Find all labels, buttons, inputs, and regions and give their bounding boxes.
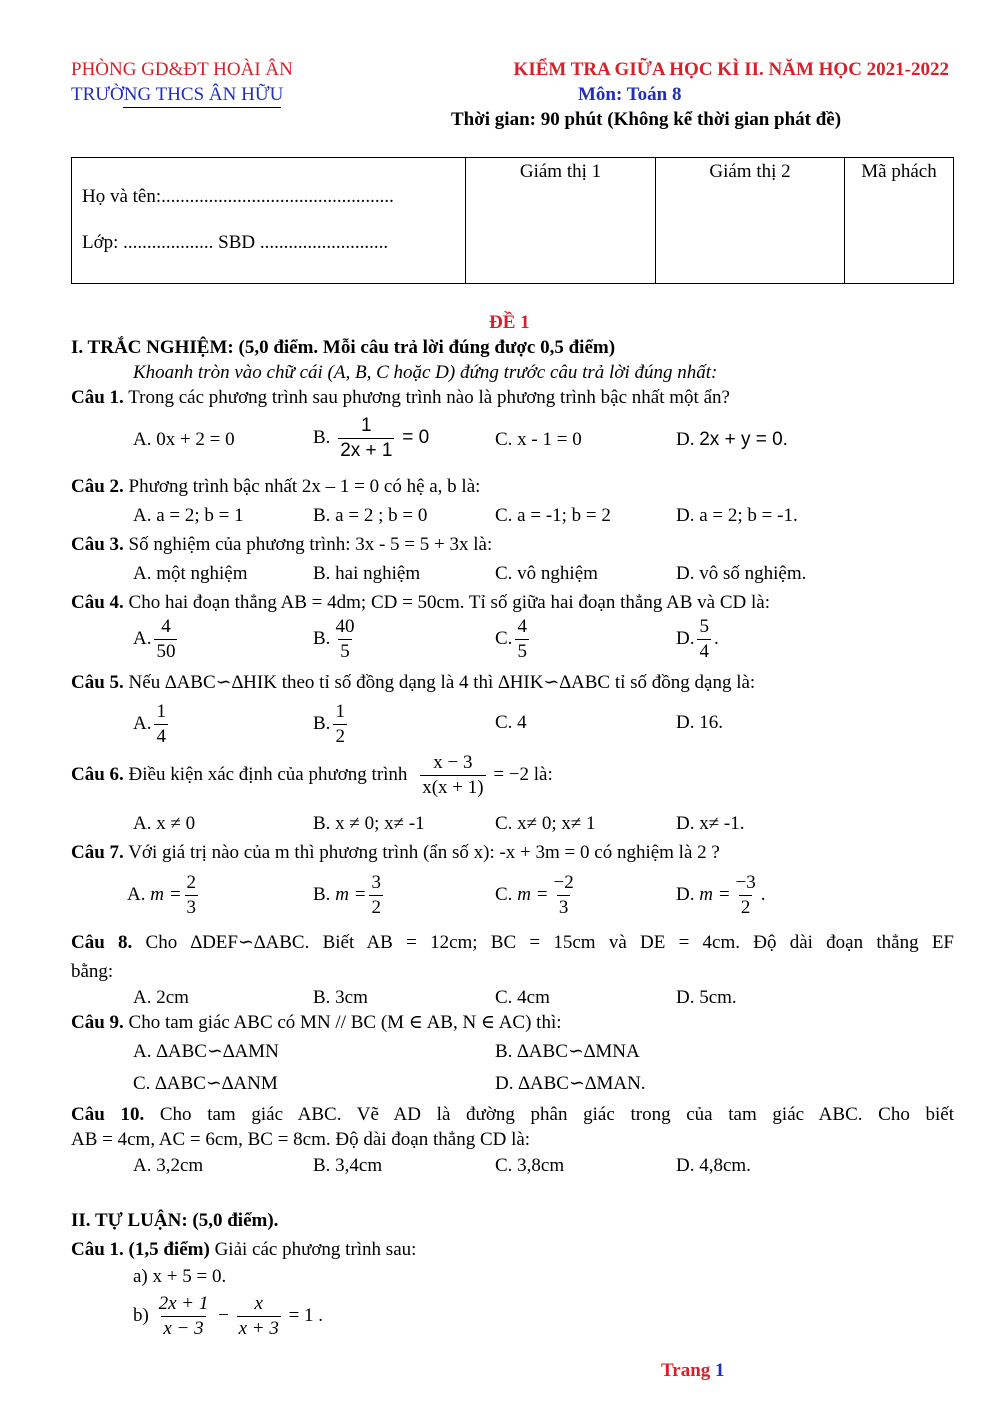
q9-option-b[interactable]: B. ∆ABC∽∆MNA (495, 1041, 640, 1062)
q9-label: Câu 9. (71, 1012, 124, 1033)
class-sbd-field[interactable]: Lớp: ................... SBD ........................... (82, 232, 389, 253)
proctor-1-label: Giám thị 1 (519, 161, 602, 182)
q7-d-prefix: D. (676, 884, 695, 906)
q7-a-prefix: A. (127, 884, 146, 906)
q5-b-fraction (333, 702, 347, 747)
q3-option-a[interactable]: A. một nghiệm (133, 563, 248, 584)
q9-text: Cho tam giác ABC có MN // BC (M ∈ AB, N ∈ AC) thì: (123, 1012, 562, 1033)
q7-d-den: 2 (740, 896, 751, 918)
q4-d-num: 5 (699, 616, 709, 637)
student-info-table (71, 157, 954, 284)
question-4 (71, 592, 770, 615)
q6-option-a[interactable]: A. x ≠ 0 (133, 813, 196, 834)
question-10 (71, 1104, 954, 1127)
q7-option-b[interactable] (313, 873, 386, 918)
q6-label: Câu 6. (71, 764, 124, 786)
q5-b-prefix: B. (313, 713, 331, 735)
q5-b-num: 1 (335, 701, 345, 722)
q4-b-fraction (333, 617, 356, 662)
q7-c-den: 3 (558, 896, 569, 918)
q1-option-c[interactable]: C. x - 1 = 0 (495, 429, 582, 450)
p2-b-den-2: x + 3 (238, 1317, 279, 1339)
q5-label: Câu 5. (71, 672, 124, 693)
p2-b-prefix: b) (133, 1305, 149, 1327)
q7-d-post: . (760, 884, 766, 906)
q7-a-num: 2 (186, 872, 197, 893)
q7-d-fraction (734, 873, 758, 918)
q6-option-b[interactable]: B. x ≠ 0; x≠ -1 (313, 813, 425, 834)
q3-text: Số nghiệm của phương trình: 3x - 5 = 5 + 3x là: (123, 534, 493, 555)
q4-text: Cho hai đoạn thẳng AB = 4dm; CD = 50cm. Tỉ số giữa hai đoạn thẳng AB và CD là: (123, 592, 770, 613)
p2-b-fraction-1 (157, 1294, 211, 1339)
code-cell (845, 158, 954, 284)
q5-option-b[interactable] (313, 702, 350, 747)
q9-option-c[interactable]: C. ∆ABC∽∆ANM (133, 1073, 278, 1094)
q7-c-prefix: C. (495, 884, 513, 906)
q8-option-d[interactable]: D. 5cm. (676, 987, 737, 1008)
q10-option-d[interactable]: D. 4,8cm. (676, 1155, 751, 1176)
question-7 (71, 842, 720, 865)
q4-a-den: 50 (156, 640, 176, 662)
q2-option-d[interactable]: D. a = 2; b = -1. (676, 505, 798, 526)
q7-d-lhs: m = (699, 884, 731, 906)
q5-text: Nếu ∆ABC∽∆HIK theo tỉ số đồng dạng là 4 thì ∆HIK∽∆ABC tỉ số đồng dạng là: (123, 672, 756, 693)
page-number: 1 (715, 1360, 725, 1381)
q1-label: Câu 1. (71, 387, 124, 408)
p2-b-minus: − (218, 1305, 229, 1327)
p2-part-a: a) x + 5 = 0. (133, 1266, 227, 1287)
exam-version: ĐỀ 1 (489, 312, 530, 333)
q4-d-prefix: D. (676, 628, 695, 650)
q7-option-d[interactable] (676, 873, 766, 918)
q7-option-c[interactable] (495, 873, 579, 918)
q1-text: Trong các phương trình sau phương trình nào là phương trình bậc nhất một ẩn? (123, 387, 730, 408)
q9-option-d[interactable]: D. ∆ABC∽∆MAN. (495, 1073, 646, 1094)
student-info-cell (72, 158, 466, 284)
q2-option-a[interactable]: A. a = 2; b = 1 (133, 505, 244, 526)
q1-option-b[interactable] (313, 416, 429, 461)
q8-label: Câu 8. (71, 932, 133, 953)
p2-q1-label: Câu 1. (1,5 điểm) (71, 1239, 210, 1260)
q5-option-a[interactable] (133, 702, 171, 747)
q5-option-c[interactable]: C. 4 (495, 712, 527, 733)
part2-question-1 (71, 1239, 416, 1262)
q6-num: x − 3 (433, 752, 473, 773)
q7-a-lhs: m = (150, 884, 182, 906)
q7-b-lhs: m = (335, 884, 367, 906)
subject: Môn: Toán 8 (578, 84, 682, 105)
q4-option-a[interactable] (133, 617, 180, 662)
q3-option-d[interactable]: D. vô số nghiệm. (676, 563, 807, 584)
q2-option-c[interactable]: C. a = -1; b = 2 (495, 505, 611, 526)
q4-b-den: 5 (340, 640, 350, 662)
question-6 (71, 753, 553, 798)
q4-d-den: 4 (699, 640, 709, 662)
department-name: PHÒNG GD&ĐT HOÀI ÂN (71, 59, 293, 80)
q10-option-a[interactable]: A. 3,2cm (133, 1155, 204, 1176)
q5-a-num: 1 (156, 701, 166, 722)
question-5 (71, 672, 755, 695)
q4-c-fraction (515, 617, 529, 662)
proctor-1-cell (466, 158, 656, 284)
q4-d-post: . (713, 628, 719, 650)
q5-option-d[interactable]: D. 16. (676, 712, 723, 733)
q1-b-den: 2x + 1 (340, 439, 393, 461)
q8-option-c[interactable]: C. 4cm (495, 987, 550, 1008)
q9-option-a[interactable]: A. ∆ABC∽∆AMN (133, 1041, 279, 1062)
q6-den: x(x + 1) (422, 776, 484, 798)
p2-b-den-1: x − 3 (163, 1317, 204, 1339)
q1-d-expr: 2x + y = 0. (699, 429, 788, 450)
q4-label: Câu 4. (71, 592, 124, 613)
name-field[interactable]: Họ và tên:................................................. (82, 186, 394, 207)
q2-text: Phương trình bậc nhất 2x – 1 = 0 có hệ a, b là: (123, 476, 481, 497)
exam-time: Thời gian: 90 phút (Không kể thời gian phát đề) (451, 109, 842, 130)
q1-d-prefix: D. (676, 429, 695, 450)
q10-text-2: AB = 4cm, AC = 6cm, BC = 8cm. Độ dài đoạn thẳng CD là: (71, 1129, 531, 1150)
part1-instruction: Khoanh tròn vào chữ cái (A, B, C hoặc D) đứng trước câu trả lời đúng nhất: (133, 362, 718, 383)
q3-label: Câu 3. (71, 534, 124, 555)
question-2 (71, 476, 480, 499)
q4-d-fraction (697, 617, 711, 662)
p2-q1-text: Giải các phương trình sau: (209, 1239, 417, 1260)
q4-option-b[interactable] (313, 617, 359, 662)
q1-b-num: 1 (361, 415, 372, 436)
p2-part-b (133, 1294, 323, 1339)
question-9 (71, 1012, 562, 1035)
proctor-2-cell (656, 158, 845, 284)
q1-b-prefix: B. (313, 427, 331, 449)
q8-option-b[interactable]: B. 3cm (313, 987, 368, 1008)
q6-option-c[interactable]: C. x≠ 0; x≠ 1 (495, 813, 596, 834)
q7-label: Câu 7. (71, 842, 124, 863)
q7-c-lhs: m = (517, 884, 549, 906)
q4-option-d[interactable] (676, 617, 719, 662)
q1-b-fraction (338, 416, 394, 461)
q4-a-prefix: A. (133, 628, 152, 650)
q7-d-num: −3 (735, 872, 756, 893)
question-3 (71, 534, 492, 557)
q3-option-c[interactable]: C. vô nghiệm (495, 563, 598, 584)
q1-b-post: = 0 (402, 427, 430, 449)
q4-option-c[interactable] (495, 617, 532, 662)
q5-b-den: 2 (335, 725, 345, 747)
q5-a-prefix: A. (133, 713, 152, 735)
q6-fraction (420, 753, 485, 798)
q7-b-num: 3 (371, 872, 381, 893)
q2-label: Câu 2. (71, 476, 124, 497)
question-8 (71, 932, 954, 955)
q4-b-prefix: B. (313, 628, 331, 650)
q6-option-d[interactable]: D. x≠ -1. (676, 813, 745, 834)
code-label: Mã phách (861, 161, 937, 182)
q2-option-b[interactable]: B. a = 2 ; b = 0 (313, 505, 428, 526)
page-word: Trang (661, 1360, 711, 1381)
part2-title: II. TỰ LUẬN: (5,0 điểm). (71, 1210, 279, 1231)
q7-a-den: 3 (186, 896, 197, 918)
q4-a-num: 4 (161, 616, 171, 637)
school-underline (123, 107, 281, 108)
q8-option-a[interactable]: A. 2cm (133, 987, 189, 1008)
q6-text: Điều kiện xác định của phương trình (123, 764, 408, 786)
q7-b-den: 2 (371, 896, 381, 918)
q4-c-num: 4 (517, 616, 527, 637)
q10-option-c[interactable]: C. 3,8cm (495, 1155, 565, 1176)
p2-b-num-2: x (254, 1293, 263, 1314)
q4-b-num: 40 (335, 616, 355, 637)
q10-option-b[interactable]: B. 3,4cm (313, 1155, 383, 1176)
p2-b-post: = 1 . (288, 1305, 324, 1327)
question-1 (71, 387, 730, 410)
q4-c-prefix: C. (495, 628, 513, 650)
q10-label: Câu 10. (71, 1104, 145, 1125)
q6-post: = −2 là: (493, 764, 553, 786)
p2-b-num-1: 2x + 1 (158, 1293, 209, 1314)
q1-option-d[interactable] (676, 429, 788, 452)
q7-b-fraction (369, 873, 383, 918)
q8-text-1: Cho ∆DEF∽∆ABC. Biết AB = 12cm; BC = 15cm và DE = 4cm. Độ dài đoạn thẳng EF (132, 932, 954, 953)
school-name: TRƯỜNG THCS ÂN HỮU (71, 84, 284, 105)
q3-option-b[interactable]: B. hai nghiệm (313, 563, 421, 584)
page-footer (661, 1360, 725, 1383)
q1-option-a[interactable]: A. 0x + 2 = 0 (133, 429, 235, 450)
q5-a-fraction (154, 702, 168, 747)
p2-b-fraction-2 (237, 1294, 281, 1339)
q5-a-den: 4 (156, 725, 166, 747)
q7-b-prefix: B. (313, 884, 331, 906)
q7-c-fraction (551, 873, 575, 918)
q7-option-a[interactable] (127, 873, 201, 918)
q4-c-den: 5 (517, 640, 527, 662)
q7-text: Với giá trị nào của m thì phương trình (ẩn số x): -x + 3m = 0 có nghiệm là 2 ? (123, 842, 720, 863)
exam-title: KIỂM TRA GIỮA HỌC KÌ II. NĂM HỌC 2021-2022 (513, 59, 949, 80)
q10-text-1: Cho tam giác ABC. Vẽ AD là đường phân giác trong của tam giác ABC. Cho biết (144, 1104, 954, 1125)
q8-text-2: bằng: (71, 961, 114, 982)
q7-a-fraction (185, 873, 199, 918)
q4-a-fraction (154, 617, 177, 662)
q7-c-num: −2 (553, 872, 574, 893)
proctor-2-label: Giám thị 2 (709, 161, 791, 182)
part1-title: I. TRẮC NGHIỆM: (5,0 điểm. Mỗi câu trả lời đúng được 0,5 điểm) (71, 337, 616, 358)
